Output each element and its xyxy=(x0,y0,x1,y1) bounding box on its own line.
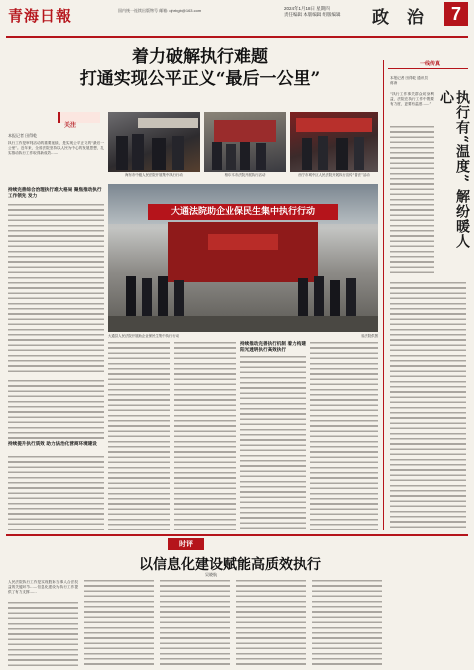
newspaper-logo: 青海日報 xyxy=(8,7,73,25)
sidebar-byline: 本报记者 田得乾 通讯员 蒋涛 xyxy=(390,76,428,85)
photo-1-caption: 海东市中级人民法院开展集中执行行动 xyxy=(125,173,183,177)
date-text: 2024年1月18日 星期四 xyxy=(284,6,330,11)
masthead xyxy=(0,0,474,40)
photo-2 xyxy=(204,112,286,172)
middle-column-3 xyxy=(240,356,306,530)
article-body-lines-2 xyxy=(8,380,104,440)
article-lead: 执行工作是审判活动的重要延续，是实现公平正义的“最后一公里”。近年来，全省法院坚持以人民为中心的发展思想，扎实推动执行工作取得新成效…… xyxy=(8,141,104,156)
middle-column-4 xyxy=(310,342,378,530)
commentary-rule xyxy=(6,534,468,536)
main-headline xyxy=(20,46,380,90)
section-title: 政 治 xyxy=(372,8,430,28)
editor-text: 责任编辑 本版编辑 组版编辑 xyxy=(284,12,341,17)
commentary-column-5 xyxy=(312,580,382,666)
headline-line-2: 打通实现公平正义“最后一公里” xyxy=(79,69,321,89)
commentary-byline: 吴晓航 xyxy=(205,572,217,577)
article-tag xyxy=(58,112,100,129)
main-photo-caption: 大通县人民法院开展助企业保民生集中执行行动 xyxy=(108,334,180,338)
middle-column-2 xyxy=(174,342,236,530)
commentary-column-3 xyxy=(160,580,230,666)
main-photo xyxy=(108,184,378,332)
photo-3 xyxy=(290,112,378,172)
sidebar-body-1 xyxy=(390,126,434,276)
commentary-title: 以信息化建设赋能高质效执行 xyxy=(139,557,321,573)
commentary-tag: 时评 xyxy=(168,538,204,550)
photo-3-caption: 西宁市城中区人民法院开展执行宣传“普法”活动 xyxy=(298,173,370,177)
commentary-lead: 人民法院执行工作是实现胜诉当事人合法权益的关键环节……信息化建设为执行工作提供了有力支撑…… xyxy=(8,580,78,595)
sidebar-divider xyxy=(383,60,384,530)
headline-line-1: 着力破解执行难题 xyxy=(132,47,268,67)
sidebar-title: 执行有“温度” 解纷暖人心 xyxy=(438,90,470,249)
commentary-column-2 xyxy=(84,580,154,666)
article-subhead-1: 持续完善综合治理执行难大格局 聚焦推动执行工作领先 发力 xyxy=(8,188,102,199)
article-body-lines xyxy=(8,204,104,372)
masthead-rule xyxy=(6,36,468,38)
photo-credit: 省法院供图 xyxy=(361,334,378,338)
article-subhead-3: 持续提升执行质效 助力法治化营商环境建设 xyxy=(8,442,97,447)
photo-2-caption: 格尔木市法院开展执行活动 xyxy=(224,173,266,177)
sidebar-lead: “执行工作事关群众切身利益，法院在执行工作中既要有力度，更要有温度……” xyxy=(390,92,434,107)
photo-banner: 大通法院助企业保民生集中执行行动 xyxy=(148,204,338,220)
sidebar-tag: 一线传真 xyxy=(420,61,441,67)
issue-date xyxy=(284,6,364,18)
article-body-lines-3 xyxy=(8,456,104,530)
page-number: 7 xyxy=(444,2,468,26)
sidebar-rule xyxy=(388,68,468,69)
article-tag-label: 关注 xyxy=(64,122,77,129)
commentary-column-1 xyxy=(8,602,78,666)
article-subhead-2: 持续推动完善执行机制 着力构建阳光透明执行高效执行 xyxy=(240,342,306,353)
masthead-info: 国内统一连续出版物号 邮箱: qhrbgb@163.com xyxy=(118,8,202,13)
photo-1 xyxy=(108,112,200,172)
middle-column-1 xyxy=(108,342,170,530)
commentary-column-4 xyxy=(236,580,306,666)
article-byline: 本报记者 田得乾 xyxy=(8,133,38,138)
sidebar-body-2 xyxy=(390,282,466,530)
